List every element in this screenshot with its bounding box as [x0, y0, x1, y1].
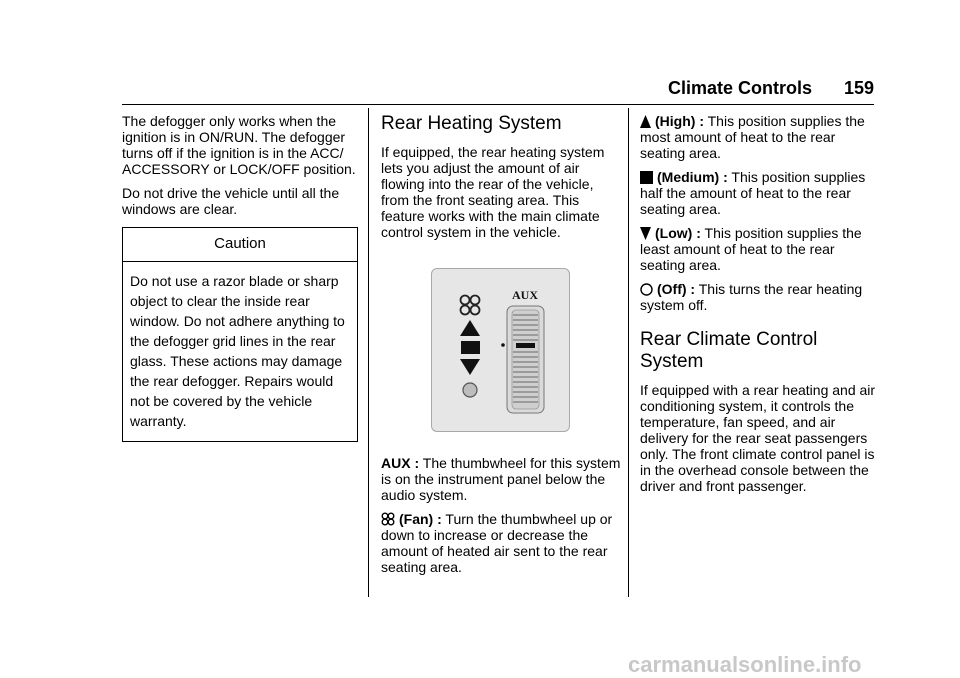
low-triangle-icon — [640, 227, 651, 240]
medium-description: This position supplies half the amount of heat to the rear seating area. — [640, 169, 866, 217]
high-description: This position supplies the most amount of heat to the rear seating area. — [640, 113, 865, 161]
high-triangle-icon — [460, 320, 480, 336]
column-3 — [640, 113, 876, 502]
thumbwheel — [501, 306, 544, 413]
caution-text: Do not use a razor blade or sharp object to clear the inside rear window. Do not adhere anything to the defogger grid lines in the rear glass. These actions may damage the rear defogger. Repairs would not be covered by the vehicle warranty. — [130, 273, 345, 429]
page-number: 159 — [844, 78, 875, 98]
off-paragraph — [640, 281, 876, 313]
low-term: (Low) : — [655, 225, 701, 241]
aux-term: AUX : — [381, 455, 420, 471]
rear-climate-heading: Rear Climate Control System — [640, 329, 818, 372]
header-divider — [122, 104, 874, 105]
rear-climate-paragraph: If equipped with a rear heating and air conditioning system, it controls the temperature, fan speed, and air delivery for the rear seat passengers only. The front climate control panel is in the overhead console between the driver and front passenger. — [640, 382, 876, 494]
windows-clear-paragraph: Do not drive the vehicle until all the windows are clear. — [122, 185, 340, 217]
column-1 — [122, 113, 358, 442]
aux-description: The thumbwheel for this system is on the instrument panel below the audio system. — [381, 455, 621, 503]
aux-panel-label: AUX — [512, 288, 538, 302]
high-paragraph — [640, 113, 876, 161]
caution-title: Caution — [123, 228, 357, 262]
column-divider-1 — [368, 108, 369, 597]
low-triangle-icon — [460, 359, 480, 375]
fan-icon — [461, 296, 480, 315]
off-circle-icon — [640, 283, 653, 296]
medium-term: (Medium) : — [657, 169, 728, 185]
rear-heating-intro: If equipped, the rear heating system lets you adjust the amount of air flowing into the rear of the vehicle, from the front seating area. This feature works with the main climate control system in the vehicle. — [381, 144, 605, 240]
column-divider-2 — [628, 108, 629, 597]
fan-term: (Fan) : — [399, 511, 442, 527]
defogger-paragraph: The defogger only works when the ignition is in ON/RUN. The defogger turns off if the ignition is in the ACC/ ACCESSORY or LOCK/OFF position. — [122, 113, 356, 177]
aux-panel-graphic — [432, 269, 569, 431]
fan-icon — [381, 512, 395, 526]
aux-paragraph — [381, 455, 621, 503]
high-triangle-icon — [640, 115, 651, 128]
medium-paragraph — [640, 169, 876, 217]
high-term: (High) : — [655, 113, 704, 129]
off-circle-icon — [463, 383, 477, 397]
off-description: This turns the rear heating system off. — [640, 281, 863, 313]
rear-heating-heading: Rear Heating System — [381, 113, 562, 134]
low-paragraph — [640, 225, 876, 273]
page-section-title: Climate Controls — [668, 78, 813, 98]
aux-control-panel — [431, 268, 570, 432]
watermark: carmanualsonline.info — [628, 652, 862, 677]
column-2 — [381, 113, 621, 583]
medium-square-icon — [640, 171, 653, 184]
off-term: (Off) : — [657, 281, 696, 297]
low-description: This position supplies the least amount of heat to the rear seating area. — [640, 225, 862, 273]
medium-square-icon — [461, 341, 480, 354]
aux-control-illustration — [381, 252, 621, 435]
fan-description: Turn the thumbwheel up or down to increase or decrease the amount of heated air sent to the rear seating area. — [381, 511, 613, 575]
caution-box — [122, 227, 358, 442]
fan-paragraph — [381, 511, 621, 575]
